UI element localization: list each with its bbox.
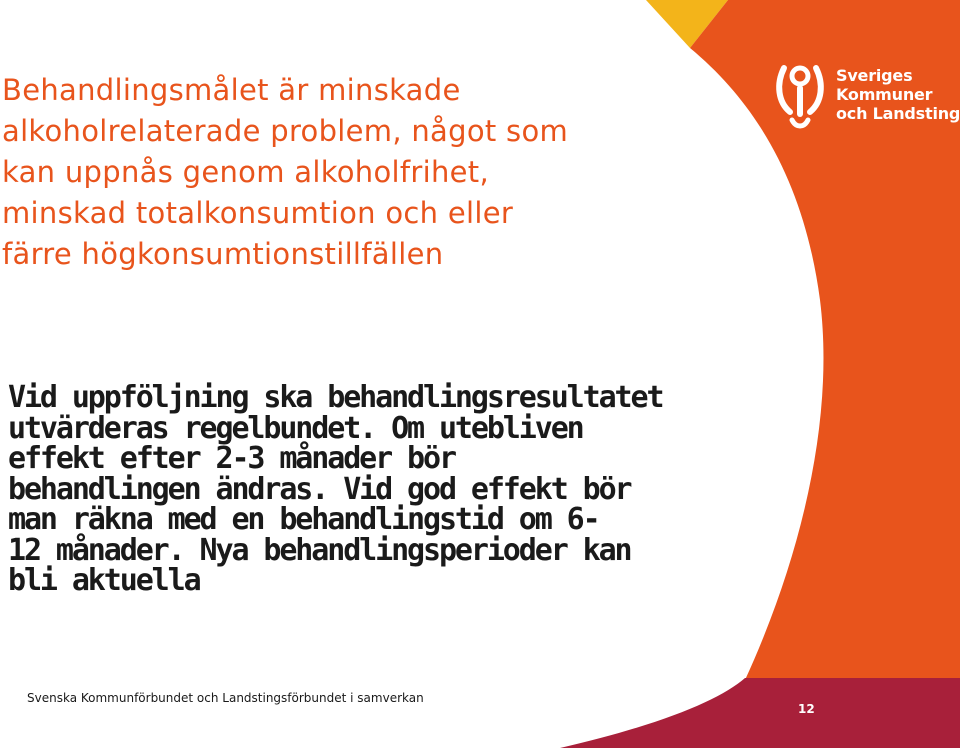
organization-logo-text — [836, 66, 960, 123]
title-line: färre högkonsumtionstillfällen — [2, 237, 444, 271]
title-line: kan uppnås genom alkoholfrihet, — [2, 155, 489, 189]
body-line: effekt efter 2-3 månader bör — [8, 441, 455, 476]
title-line: minskad totalkonsumtion och eller — [2, 196, 514, 230]
footer-text: Svenska Kommunförbundet och Landstingsförbundet i samverkan — [27, 691, 424, 705]
body-line: bli aktuella — [8, 563, 200, 598]
title-line: Behandlingsmålet är minskade — [2, 73, 461, 107]
logo-line: Sveriges — [836, 66, 913, 85]
body-line: man räkna med en behandlingstid om 6- — [8, 502, 599, 537]
body-line: 12 månader. Nya behandlingsperioder kan — [8, 532, 631, 568]
title-line: alkoholrelaterade problem, något som — [2, 114, 569, 148]
body-line: Vid uppföljning ska behandlingsresultatet — [8, 380, 663, 415]
logo-line: och Landsting — [836, 104, 960, 123]
body-line: behandlingen ändras. Vid god effekt bör — [8, 471, 631, 507]
slide-title — [2, 70, 642, 275]
page-number: 12 — [798, 702, 815, 716]
body-paragraph — [8, 380, 808, 598]
red-band-shape — [560, 678, 960, 748]
body-line: utvärderas regelbundet. Om utebliven — [8, 410, 583, 446]
logo-line: Kommuner — [836, 85, 933, 104]
